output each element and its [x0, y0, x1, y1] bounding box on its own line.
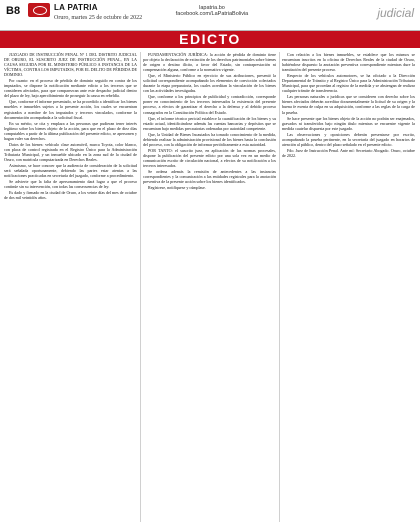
paragraph: Es dado y firmado en la ciudad de Oruro, a los veinte días del mes de octubre de dos mil veintidós años.	[4, 190, 137, 201]
header-links	[152, 5, 272, 17]
paragraph: Se ordena además la remisión de antecedentes a las instancias correspondientes y la comunicación a las entidades registrales para la anotación preventiva de la presente acción sobre los bienes identificados.	[143, 169, 276, 185]
paragraph: Asimismo, se hace conocer que la audiencia de consideración de la solicitud será señalada oportunamente, debiendo las partes estar atentas a las notificaciones practicadas en secretaría del juzgado, conforme a procedimiento.	[4, 162, 137, 179]
paragraph: Las observaciones y oposiciones deberán presentarse por escrito, acompañando la prueba pertinente, en la secretaría del juzgado en horarios de atención al público, dentro del plazo señalado en el presente edicto.	[282, 131, 415, 147]
paragraph: Se advierte que la falta de apersonamiento dará lugar a que el proceso continúe sin su intervención, con todas las consecuencias de ley.	[4, 179, 137, 190]
paragraph: Con relación a los bienes inmuebles, se establece que los mismos se encuentran inscritos en la oficina de Derechos Reales de la ciudad de Oruro, habiéndose dispuesto la anotación preventiva correspondiente mientras dure la tramitación del presente proceso.	[282, 52, 415, 73]
page-header	[0, 0, 420, 31]
newspaper-name: LA PATRIA	[54, 3, 98, 12]
paragraph: Que, conforme el informe presentado, se ha procedido a identificar los bienes muebles e inmuebles sujetos a la presente acción, los cuales se encuentran registrados a nombre de los imputados y terceros vinculados, conforme la documentación acompañada a la solicitud fiscal.	[4, 99, 137, 120]
paragraph: Datos de los bienes: vehículo clase automóvil, marca Toyota, color blanco, con placa de control registrada en el Registro Único para la Administración Tributaria Municipal, y un inmueble ubicado en la zona sud de la ciudad de Oruro, con matrícula computarizada en Derechos Reales.	[4, 141, 137, 162]
website-link: lapatria.bo	[199, 5, 225, 11]
paragraph: Fdo. Juez de Instrucción Penal. Ante mí: Secretario Abogado. Oruro, octubre de 2022.	[282, 147, 415, 158]
paragraph: En su mérito, se cita y emplaza a las personas que pudieran tener interés legítimo sobre los bienes objeto de la acción, para que en el plazo de diez días computables a partir de la última publicación del presente edicto, se apersonen y hagan valer sus derechos.	[4, 120, 137, 141]
paragraph: Que, la Unidad de Bienes Incautados ha tomado conocimiento de la medida, debiendo realizar la administración provisional de los bienes hasta la conclusión del proceso, con la obligación de informar periódicamente a esta autoridad.	[143, 131, 276, 147]
banner-title: EDICTO	[179, 31, 241, 47]
section-name: judicial	[377, 6, 414, 20]
article-columns	[4, 52, 416, 522]
paragraph: Que, el Ministerio Público en ejercicio de sus atribuciones, presentó la solicitud correspondiente acompañando los elementos de convicción colectados durante la etapa preparatoria, los cuales acreditan la vinculación de los bienes con las actividades investigadas.	[143, 73, 276, 94]
paragraph: Que, conforme a los principios de publicidad y contradicción, corresponde poner en conocimiento de los terceros interesados la existencia del presente proceso, a efectos de garantizar el derecho a la defensa y al debido proceso consagrados en la Constitución Política del Estado.	[143, 94, 276, 115]
social-link: facebook.com/LaPatriaBolivia	[175, 11, 249, 17]
paragraph: Las personas naturales o jurídicas que se consideren con derecho sobre los bienes afectados deberán acreditar documentalmente la licitud de su origen y la buena fe exenta de culpa en su adquisición, conforme a las reglas de la carga de la prueba.	[282, 94, 415, 115]
column-divider	[279, 52, 280, 522]
paragraph: FUNDAMENTACIÓN JURÍDICA: la acción de pérdida de dominio tiene por objeto la declaración de extinción de los derechos patrimoniales sobre bienes de origen o destino ilícito, a favor del Estado, sin contraprestación ni compensación alguna, conforme a la normativa vigente.	[143, 52, 276, 73]
paragraph: Respecto de los vehículos automotores, se ha oficiado a la Dirección Departamental de Tránsito y al Registro Único para la Administración Tributaria Municipal, para que procedan al registro de la medida y se abstengan de realizar cualquier trámite de transferencia.	[282, 73, 415, 94]
paragraph: POR TANTO: el suscrito juez, en aplicación de las normas procesales, dispone la publicación del presente edicto por una sola vez en un medio de comunicación escrito de circulación nacional, a efectos de su notificación a los terceros interesados.	[143, 147, 276, 168]
paragraph: Regístrese, notifíquese y cúmplase.	[148, 185, 206, 191]
text-column-2	[143, 52, 276, 522]
text-column-1	[4, 52, 137, 522]
column-divider	[140, 52, 141, 522]
paragraph: Se hace presente que los bienes objeto de la acción no podrán ser enajenados, gravados ni transferidos bajo ningún título mientras se encuentre vigente la medida cautelar dispuesta por este juzgado.	[282, 115, 415, 131]
page-number: B8	[6, 5, 21, 17]
publication-date: Oruro, martes 25 de octubre de 2022	[54, 15, 143, 21]
text-column-3	[282, 52, 415, 522]
paragraph: JUZGADO DE INSTRUCCIÓN PENAL N° 1 DEL DISTRITO JUDICIAL DE ORURO, EL SUSCRITO JUEZ DE INSTRUCCIÓN PENAL, EN LA CAUSA SEGUIDA POR EL MINISTERIO PÚBLICO A INSTANCIA DE LA VÍCTIMA, CONTRA LOS IMPUTADOS, POR EL DELITO DE PÉRDIDA DE DOMINIO.	[4, 52, 137, 78]
paragraph: Por cuanto: en el proceso de pérdida de dominio seguido en contra de los imputados, se dispone la notificación mediante edicto a los terceros que se consideren afectados, para que comparezcan ante este despacho judicial dentro del plazo de ley, bajo apercibimiento de proseguir la causa en rebeldía.	[4, 78, 137, 99]
newspaper-logo-icon	[28, 3, 50, 17]
paragraph: Que, el informe técnico pericial establece la cuantificación de los bienes y su estado actual, identificándose además las cuentas bancarias y depósitos que se encuentran bajo medidas precautorias ordenadas por autoridad competente.	[143, 115, 276, 131]
